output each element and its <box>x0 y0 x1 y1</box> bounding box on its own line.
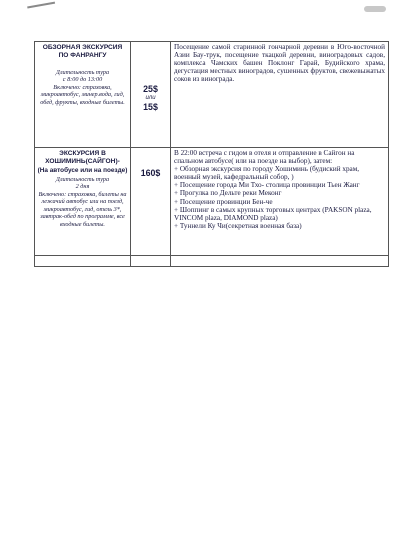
description-cell <box>171 148 389 256</box>
empty-cell <box>35 256 131 267</box>
itinerary-line: + Туннели Ку Чи(секретная военная база) <box>174 221 302 230</box>
price: 25$ <box>143 84 158 94</box>
itinerary-line: В 22:00 встреча с гидом в отеля и отправление в Сайгон на спальном автобусе( или на поезде на выбор), затем: <box>174 149 355 166</box>
table-row <box>35 148 389 256</box>
price-alt: 15$ <box>143 102 158 112</box>
price-cell <box>131 148 171 256</box>
tour-table <box>34 41 389 267</box>
itinerary-line: + Посещение города Ми Тхо- столица провинции Тьен Жанг <box>174 181 360 190</box>
empty-cell <box>131 256 171 267</box>
included-text: Включено: страховка, микроавтобус, минер.вода, гид, обед, фрукты, входные билеты. <box>40 83 125 106</box>
tour-info-cell <box>35 42 131 148</box>
duration-value: 2 дня <box>75 183 90 191</box>
tour-info-cell <box>35 148 131 256</box>
description-cell <box>171 42 389 148</box>
duration-value: с 8:00 до 13:00 <box>62 76 103 84</box>
duration-label: Длительность тура <box>55 175 110 183</box>
itinerary-line: + Прогулка по Дельте реки Меконг <box>174 189 282 198</box>
empty-cell <box>171 256 389 267</box>
tour-name: ОБЗОРНАЯ ЭКСКУРСИЯ ПО ФАНРАНГУ <box>42 44 123 60</box>
duration-label: Длительность тура <box>55 68 110 76</box>
tour-name: ЭКСКУРСИЯ В ХОШИМИНЬ(САЙГОН)- <box>45 150 120 166</box>
scan-mark <box>27 2 57 19</box>
table-row <box>35 256 389 267</box>
tour-transport: (На автобусе или на поезде) <box>37 166 128 174</box>
scan-artifact <box>364 6 386 12</box>
itinerary-line: + Посещение провинции Бен-че <box>174 197 273 206</box>
price-cell <box>131 42 171 148</box>
itinerary-line: + Шоппинг в самых крупных торговых центрах (PAKSON plaza, VINCOM plaza, DIAMOND plaza) <box>174 205 372 222</box>
price-or: или <box>145 95 156 101</box>
price: 160$ <box>140 168 161 178</box>
tour-description: Посещение самой старинной гончарной деревни в Юго-восточной Азии Бау-трук, посещение ткацкой деревни, виноградовых садов, комплекса Чамских башен Поклонг Гарай, Будийского храма, дегустация местных виноградов, сушенных фруктов, свежевыжатых соков из винограда. <box>174 43 385 84</box>
table-row <box>35 42 389 148</box>
included-text: Включено: страховка, билеты на лежачий автобус или на поезд, микроавтобус, гид, отель 3*, завтрак-обед по программе, все входные билеты. <box>38 190 127 228</box>
itinerary-line: + Обзорная экскурсия по городу Хошиминь (будиский храм, военный музей, кафедральный собор, ) <box>174 165 360 182</box>
